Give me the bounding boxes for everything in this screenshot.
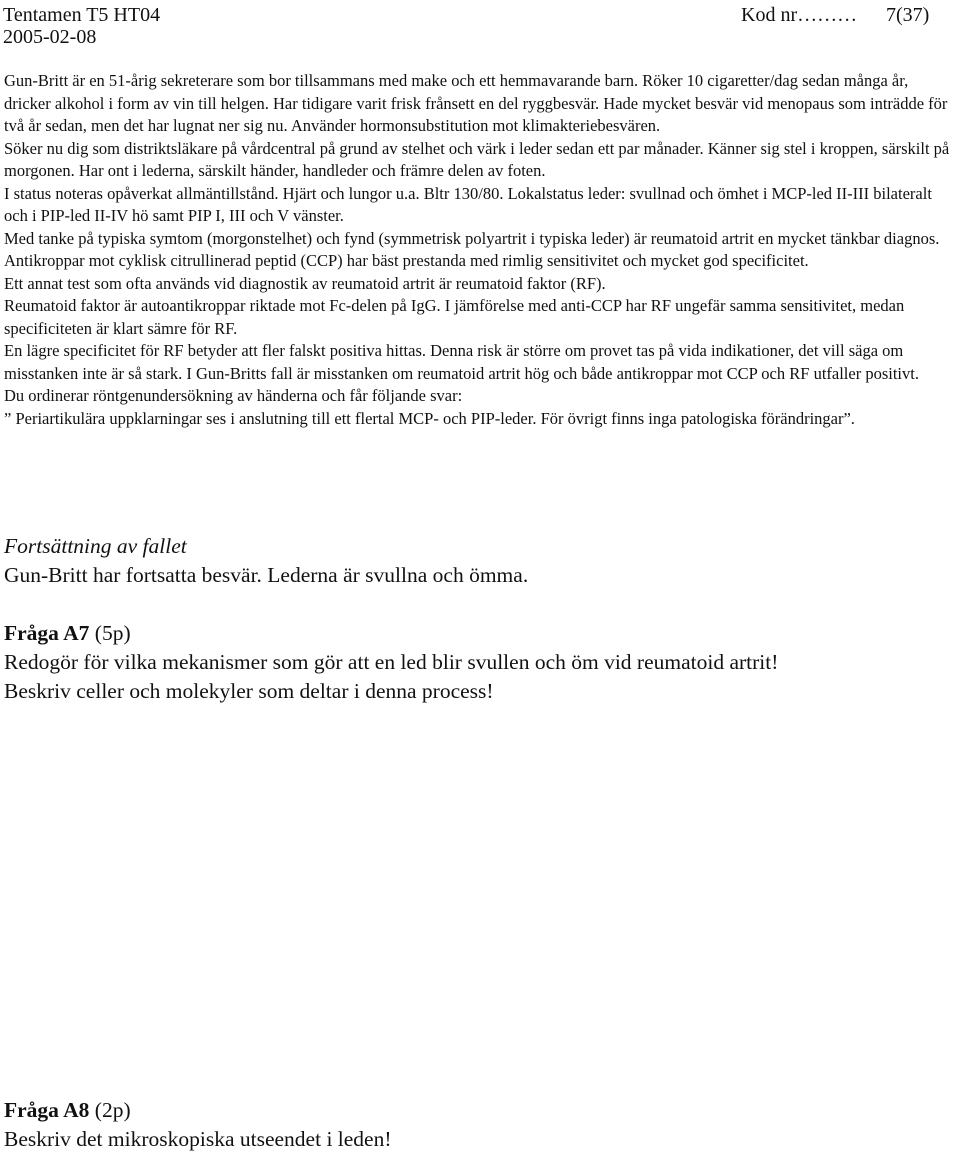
case-paragraph-symptoms: Söker nu dig som distriktsläkare på vårdcentral på grund av stelhet och värk i leder sedan ett par månader. Känner sig stel i kroppen, särskilt på morgonen. Har ont i lederna, särskilt händer, handleder och främre delen av foten. (4, 138, 950, 180)
case-paragraph-xray-order: Du ordinerar röntgenundersökning av händerna och får följande svar: (4, 386, 463, 405)
question-a7-label: Fråga A7 (4, 621, 90, 645)
question-a7-text-1: Redogör för vilka mekanismer som gör att en led blir svullen och öm vid reumatoid artrit! (4, 650, 779, 674)
case-paragraph-background: Gun-Britt är en 51-årig sekreterare som bor tillsammans med make och ett hemmavarande barn. Röker 10 cigaretter/dag sedan många år, dricker alkohol i form av vin till helgen. Har tidigare varit frisk frånsett en del ryggbesvär. Hade mycket besvär vid menopaus som inträdde för två år sedan, men det har lugnat ner sig nu. Använder hormonsubstitution mot klimakteriebesvären. (4, 71, 948, 135)
page-number: 7(37) (886, 4, 930, 26)
question-a7 (4, 619, 954, 706)
code-number-field: Kod nr……… (741, 4, 858, 26)
continuation-heading: Fortsättning av fallet (4, 534, 187, 558)
case-paragraph-ccp: Antikroppar mot cyklisk citrullinerad peptid (CCP) har bäst prestanda med rimlig sensitivitet och mycket god specificitet. (4, 251, 809, 270)
question-a8-text: Beskriv det mikroskopiska utseendet i leden! (4, 1127, 392, 1151)
question-a7-points: (5p) (94, 621, 131, 645)
case-paragraph-rf-definition: Reumatoid faktor är autoantikroppar riktade mot Fc-delen på IgG. I jämförelse med anti-CCP har RF ungefär samma sensitivitet, medan specificiteten är klart sämre för RF. (4, 296, 905, 338)
exam-title: Tentamen T5 HT04 (3, 4, 161, 26)
exam-date: 2005-02-08 (3, 26, 97, 48)
question-a8-label: Fråga A8 (4, 1098, 90, 1122)
case-paragraph-rf-test: Ett annat test som ofta används vid diagnostik av reumatoid artrit är reumatoid faktor (RF). (4, 273, 606, 293)
case-paragraph-specificity: En lägre specificitet för RF betyder att fler falskt positiva hittas. Denna risk är större om provet tas på vida indikationer, det vill säga om misstanken inte är så stark. I Gun-Britts fall är misstanken om reumatoid artrit hög och både antikroppar mot CCP och RF utfaller positivt. (4, 341, 919, 383)
question-a7-text-2: Beskriv celler och molekyler som deltar i denna process! (4, 679, 494, 703)
question-a8-header (4, 1096, 954, 1125)
case-paragraph-diagnosis: Med tanke på typiska symtom (morgonstelhet) och fynd (symmetrisk polyartrit i typiska leder) är reumatoid artrit en mycket tänkbar diagnos. (4, 228, 940, 248)
question-a7-header (4, 619, 954, 648)
question-a8 (4, 1096, 954, 1154)
continuation-text: Gun-Britt har fortsatta besvär. Lederna är svullna och ömma. (4, 563, 529, 587)
case-description (4, 70, 954, 430)
question-a8-points: (2p) (94, 1098, 131, 1122)
continuation-section (4, 532, 954, 590)
case-paragraph-xray-result: ” Periartikulära uppklarningar ses i anslutning till ett flertal MCP- och PIP-leder. För övrigt finns inga patologiska förändringar”. (4, 408, 855, 428)
case-paragraph-status: I status noteras opåverkat allmäntillstånd. Hjärt och lungor u.a. Bltr 130/80. Lokalstatus leder: svullnad och ömhet i MCP-led II-III bilateralt och i PIP-led II-IV hö samt PIP I, III och V vänster. (4, 183, 932, 225)
